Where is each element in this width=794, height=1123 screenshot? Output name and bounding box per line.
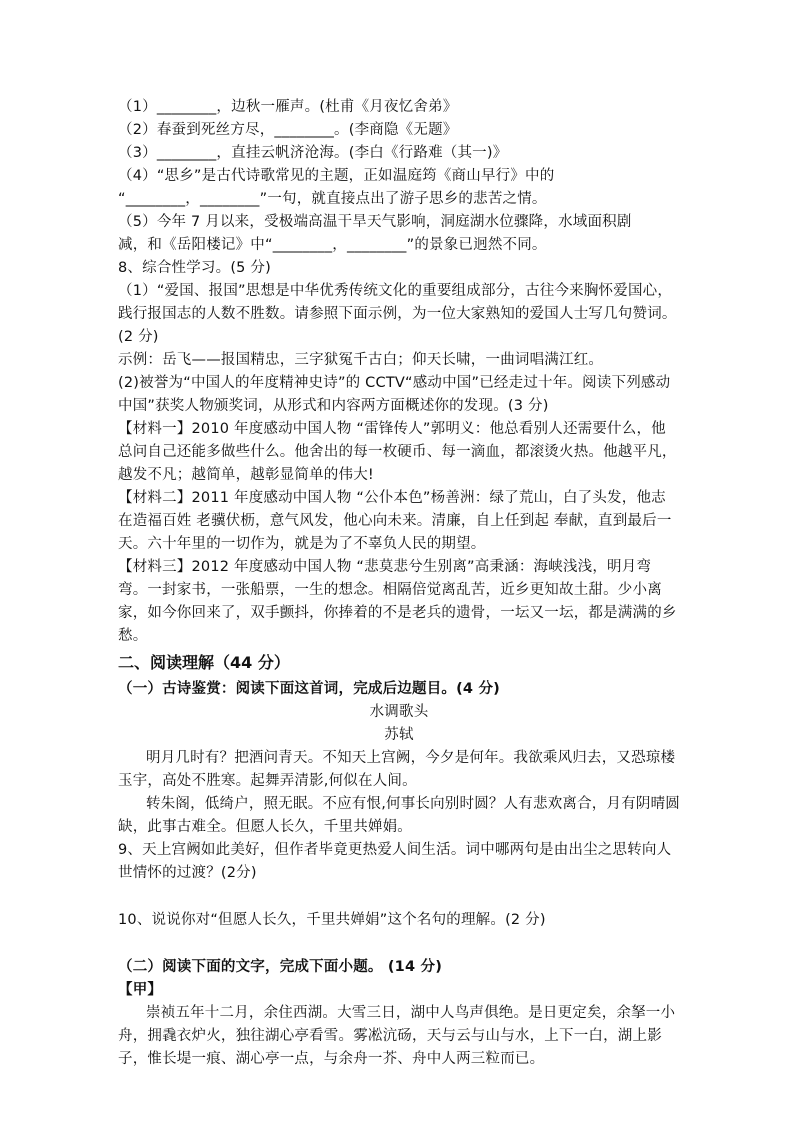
- q8-part-2: (2)被誉为“中国人的年度精神史诗”的 CCTV“感动中国”已经走过十年。阅读下列感动中国”获奖人物颁奖词，从形式和内容两方面概述你的发现。(3 分): [118, 375, 671, 414]
- q7-item-5-line-2: 减，和《岳阳楼记》中“________，________”的景象已迥然不同。: [118, 237, 547, 253]
- q7-item-4-line-1: （4）“思乡”是古代诗歌常见的主题，正如温庭筠《商山早行》中的: [118, 168, 555, 184]
- material-1: 【材料一】2010 年度感动中国人物 “雷锋传人”郭明义：他总看别人还需要什么，他总问自己还能多做些什么。他舍出的每一枚硬币、每一滴血，都滚烫火热。他越平凡，越发不凡；越简单，越彰显简单的伟大!: [118, 421, 677, 483]
- q8-example: 示例：岳飞——报国精忠，三字狱冤千古白；仰天长啸，一曲词唱满江红。: [118, 352, 604, 368]
- q7-item-1: （1）________，边秋一雁声。(杜甫《月夜忆舍弟》: [118, 99, 458, 115]
- answer-space: [118, 932, 680, 956]
- passage-a-label: 【甲】: [118, 982, 163, 998]
- material-2: 【材料二】2011 年度感动中国人物 “公仆本色”杨善洲：绿了荒山，白了头发，他志在造福百姓 老骥伏枥，意气风发，他心向未来。清廉，自上任到起 奉献，直到最后一天。六十年里的一切作为，就是为了不辜负人民的期望。: [118, 490, 672, 552]
- question-10: 10、说说你对“但愿人长久，千里共婵娟”这个名句的理解。(2 分): [118, 912, 546, 928]
- q7-item-4-line-2: “________，________”一句，就直接点出了游子思乡的悲苦之情。: [118, 191, 547, 207]
- material-3: 【材料三】2012 年度感动中国人物 “悲莫悲兮生别离”高秉涵：海峡浅浅，明月弯弯。一封家书，一张船票，一生的想念。相隔倍觉离乱苦，近乡更知故土甜。少小离家，如今你回来了，双手颤抖，你捧着的不是老兵的遗骨，一坛又一坛，都是满满的乡愁。: [118, 559, 677, 644]
- passage-a-text: 崇祯五年十二月，余住西湖。大雪三日，湖中人鸟声俱绝。是日更定矣，余拏一小舟，拥毳衣炉火，独往湖心亭看雪。雾凇沆砀，天与云与山与水，上下一白，湖上影子，惟长堤一痕、湖心亭一点，与余舟一芥、舟中人两三粒而已。: [118, 1005, 676, 1067]
- poem-author: 苏轼: [384, 727, 414, 743]
- q7-item-3: （3）________，直挂云帆济沧海。(李白《行路难（其一)》: [118, 145, 508, 161]
- q8-part-1: （1）“爱国、报国”思想是中华优秀传统文化的重要组成部分，古往今来胸怀爱国心，践行报国志的人数不胜数。请参照下面示例，为一位大家熟知的爱国人士写几句赞词。(2 分): [118, 283, 677, 345]
- prose-section-heading: （二）阅读下面的文字，完成下面小题。 (14 分): [118, 959, 443, 975]
- section-2-heading: 二、阅读理解（44 分）: [118, 653, 290, 672]
- poem-title: 水调歌头: [369, 704, 429, 720]
- document-page: [118, 96, 680, 1071]
- poem-section-heading: （一）古诗鉴赏：阅读下面这首词，完成后边题目。(4 分): [118, 681, 500, 697]
- q8-title: 8、综合性学习。(5 分): [118, 260, 271, 276]
- poem-stanza-2: 转朱阁，低绮户，照无眠。不应有恨,何事长向别时圆？人有悲欢离合，月有阴晴圆缺，此事古难全。但愿人长久，千里共婵娟。: [118, 796, 681, 835]
- question-9: 9、天上宫阙如此美好，但作者毕竟更热爱人间生活。词中哪两句是由出尘之思转向人世情怀的过渡？(2分): [118, 842, 672, 881]
- q7-item-2: （2）春蚕到死丝方尽，________。(李商隐《无题》: [118, 122, 458, 138]
- answer-space: [118, 885, 680, 909]
- poem-stanza-1: 明月几时有？把酒问青天。不知天上宫阙，今夕是何年。我欲乘风归去，又恐琼楼玉宇，高处不胜寒。起舞弄清影,何似在人间。: [118, 750, 676, 789]
- q7-item-5-line-1: （5）今年 7 月以来，受极端高温干旱天气影响，洞庭湖水位骤降，水域面积剧: [118, 214, 632, 230]
